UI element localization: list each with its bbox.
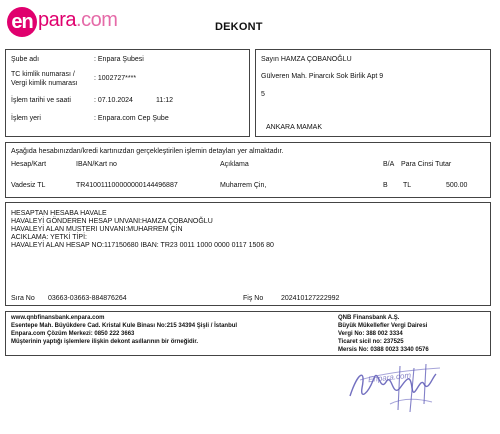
header-account: Hesap/Kart <box>11 161 47 168</box>
header-description: Açıklama <box>220 161 249 168</box>
customer-name: Sayın HAMZA ÇOBANOĞLU <box>261 56 352 63</box>
address-city: ANKARA MAMAK <box>266 124 323 131</box>
detail-line-5: HAVALEYİ ALAN HESAP NO:117150680 IBAN: TR23 0011 1000 0000 0117 1506 80 <box>11 242 274 249</box>
footer-address: Esentepe Mah. Büyükdere Cad. Kristal Kule Binası No:215 34394 Şişli / İstanbul <box>11 323 238 329</box>
bank-stamp-signature <box>340 358 450 420</box>
fis-no-value: 202410127222992 <box>281 295 340 302</box>
stamp-text: Enpara.com <box>367 370 412 385</box>
enpara-logo-circle: en <box>7 7 37 37</box>
fis-no-label: Fiş No <box>243 295 264 302</box>
date-label: İşlem tarihi ve saati <box>11 97 71 104</box>
footer-bank-name: QNB Finansbank A.Ş. <box>338 315 400 321</box>
footer-note: Müşterinin yaptığı işlemlere ilişkin dekont asıllarının bir örneğidir. <box>11 339 199 345</box>
row-amount: 500.00 <box>446 182 468 189</box>
time-value: 11:12 <box>156 97 173 104</box>
branch-info-box <box>5 49 250 137</box>
location-label: İşlem yeri <box>11 115 41 122</box>
tc-no-value: : 1002727**** <box>94 75 137 82</box>
footer-mersis: Mersis No: 0388 0023 3340 0576 <box>338 347 429 353</box>
document-title: DEKONT <box>215 21 263 33</box>
row-iban: TR410011100000000144496887 <box>76 182 178 189</box>
footer-call-center: Enpara.com Çözüm Merkezi: 0850 222 3663 <box>11 331 135 337</box>
header-iban: IBAN/Kart no <box>76 161 117 168</box>
signature-icon <box>340 358 450 420</box>
row-currency: TL <box>403 182 412 189</box>
header-currency-amount: Para Cinsi Tutar <box>401 161 452 168</box>
enpara-logo-text: para.com <box>38 9 118 31</box>
sira-no-label: Sıra No <box>11 295 35 302</box>
footer-tax-no: Vergi No: 388 002 3334 <box>338 331 403 337</box>
header-ba: B/A <box>383 161 395 168</box>
row-account: Vadesiz TL <box>11 182 46 189</box>
row-description: Muharrem Çin, <box>220 182 267 189</box>
tc-no-label-1: TC kimlik numarası / <box>11 71 75 78</box>
row-ba: B <box>383 182 388 189</box>
detail-line-3: HAVALEYİ ALAN MUSTERI UNVANI:MUHARREM ÇİN <box>11 226 183 233</box>
bank-info-footer <box>5 311 491 356</box>
branch-name-value: : Enpara Şubesi <box>94 56 144 63</box>
detail-line-2: HAVALEYİ GÖNDEREN HESAP UNVANI:HAMZA ÇOBANOĞLU <box>11 218 213 225</box>
address-box <box>255 49 491 137</box>
address-line-1: Gülveren Mah. Pinarcık Sok Birlik Apt 9 <box>261 73 384 80</box>
date-value: : 07.10.2024 <box>94 97 133 104</box>
sira-no-value: 03663-03663-884876264 <box>48 295 127 302</box>
location-value: : Enpara.com Cep Şube <box>94 115 169 122</box>
tc-no-label-2: Vergi kimlik numarası <box>11 80 78 87</box>
detail-line-1: HESAPTAN HESABA HAVALE <box>11 210 107 217</box>
footer-website: www.qnbfinansbank.enpara.com <box>11 315 105 321</box>
transfer-details-box <box>5 202 491 306</box>
footer-tax-office: Büyük Mükellefler Vergi Dairesi <box>338 323 428 329</box>
footer-trade-registry: Ticaret sicil no: 237525 <box>338 339 404 345</box>
address-line-2: 5 <box>261 91 265 98</box>
transaction-box <box>5 142 491 198</box>
detail-line-4: ACIKLAMA: YETKİ TİPİ: <box>11 234 87 241</box>
branch-name-label: Şube adı <box>11 56 40 63</box>
transaction-intro: Aşağıda hesabınızdan/kredi kartınızdan gerçekleştirilen işlemin detayları yer almaktadır. <box>11 148 284 155</box>
